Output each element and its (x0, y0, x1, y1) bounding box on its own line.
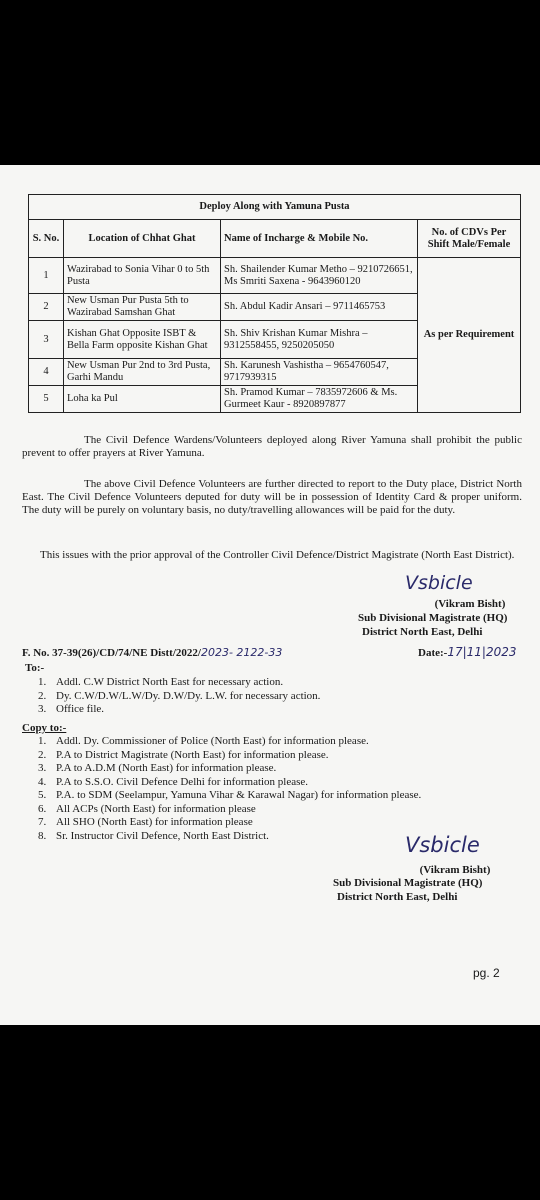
list-item: 3. P.A to A.D.M (North East) for information please. (38, 762, 277, 774)
list-item: 7. All SHO (North East) for information please (38, 816, 253, 828)
page-number: pg. 2 (473, 966, 500, 980)
list-item: 2. Dy. C.W/D.W/L.W/Dy. D.W/Dy. L.W. for necessary action. (38, 689, 321, 702)
cdvs-value: As per Requirement (418, 258, 521, 413)
row-incharge: Sh. Shailender Kumar Metho – 9210726651, Ms Smriti Saxena - 9643960120 (221, 258, 418, 294)
row-incharge: Sh. Karunesh Vashistha – 9654760547, 9717939315 (221, 359, 418, 386)
list-item: 2. P.A to District Magistrate (North East) for information please. (38, 748, 329, 761)
row-location: New Usman Pur 2nd to 3rd Pusta, Garhi Mandu (64, 359, 221, 386)
row-incharge: Sh. Abdul Kadir Ansari – 9711465753 (221, 294, 418, 321)
signatory-district: District North East, Delhi (337, 891, 458, 903)
row-sno: 5 (29, 386, 64, 413)
header-incharge: Name of Incharge & Mobile No. (221, 220, 418, 258)
row-location: Kishan Ghat Opposite ISBT & Bella Farm opposite Kishan Ghat (64, 321, 221, 359)
table-caption: Deploy Along with Yamuna Pusta (29, 195, 521, 220)
signature-scribble: Vsbicle (405, 833, 480, 857)
row-incharge: Sh. Pramod Kumar – 7835972606 & Ms. Gurmeet Kaur - 8920897877 (221, 386, 418, 413)
header-location: Location of Chhat Ghat (64, 220, 221, 258)
date-label: Date:- (418, 647, 448, 659)
paragraph-prohibition: The Civil Defence Wardens/Volunteers deployed along River Yamuna shall prohibit the public prevent to offer prayers at River Yamuna. (22, 434, 522, 459)
copy-list (38, 735, 421, 843)
signatory-designation: Sub Divisional Magistrate (HQ) (358, 612, 508, 624)
paragraph-duty: The above Civil Defence Volunteers are further directed to report to the Duty place, District North East. The Civil Defence Volunteers deputed for duty will be in possession of Identity Card & proper uniform. The duty will be purely on voluntary basis, no duty/travelling allowances will be paid for the duty. (22, 478, 522, 516)
row-location: Wazirabad to Sonia Vihar 0 to 5th Pusta (64, 258, 221, 294)
to-label: To:- (25, 662, 45, 674)
signature-scribble: Vsbicle (405, 572, 473, 594)
list-item: 4. P.A to S.S.O. Civil Defence Delhi for information please. (38, 775, 309, 788)
table-row (29, 258, 521, 294)
list-item: 8. Sr. Instructor Civil Defence, North East District. (38, 829, 269, 842)
list-item: 3. Office file. (38, 703, 105, 715)
file-number: F. No. 37-39(26)/CD/74/NE Distt/2022/ (22, 647, 201, 659)
row-sno: 4 (29, 359, 64, 386)
signatory-district: District North East, Delhi (362, 626, 483, 638)
deployment-table (28, 194, 521, 413)
date-value: 17|11|2023 (447, 645, 517, 659)
row-sno: 1 (29, 258, 64, 294)
row-incharge: Sh. Shiv Krishan Kumar Mishra – 9312558455, 9250205050 (221, 321, 418, 359)
row-location: New Usman Pur Pusta 5th to Wazirabad Samshan Ghat (64, 294, 221, 321)
signatory-name: (Vikram Bisht) (419, 864, 491, 876)
paragraph-approval: This issues with the prior approval of the Controller Civil Defence/District Magistrate (North East District). (40, 549, 515, 561)
row-sno: 3 (29, 321, 64, 359)
list-item: 6. All ACPs (North East) for information please (38, 802, 256, 815)
list-item: 1. Addl. C.W District North East for necessary action. (38, 676, 284, 688)
signatory-name: (Vikram Bisht) (434, 598, 506, 610)
list-item: 5. P.A. to SDM (Seelampur, Yamuna Vihar & Karawal Nagar) for information please. (38, 789, 422, 801)
list-item: 1. Addl. Dy. Commissioner of Police (North East) for information please. (38, 735, 369, 747)
row-sno: 2 (29, 294, 64, 321)
header-cdvs: No. of CDVs Per Shift Male/Female (418, 220, 521, 258)
row-location: Loha ka Pul (64, 386, 221, 413)
signatory-designation: Sub Divisional Magistrate (HQ) (333, 877, 483, 889)
file-number-handwritten: 2023- 2122-33 (200, 646, 283, 659)
header-sno: S. No. (29, 220, 64, 258)
copy-label: Copy to:- (22, 722, 67, 734)
to-list (38, 676, 320, 717)
